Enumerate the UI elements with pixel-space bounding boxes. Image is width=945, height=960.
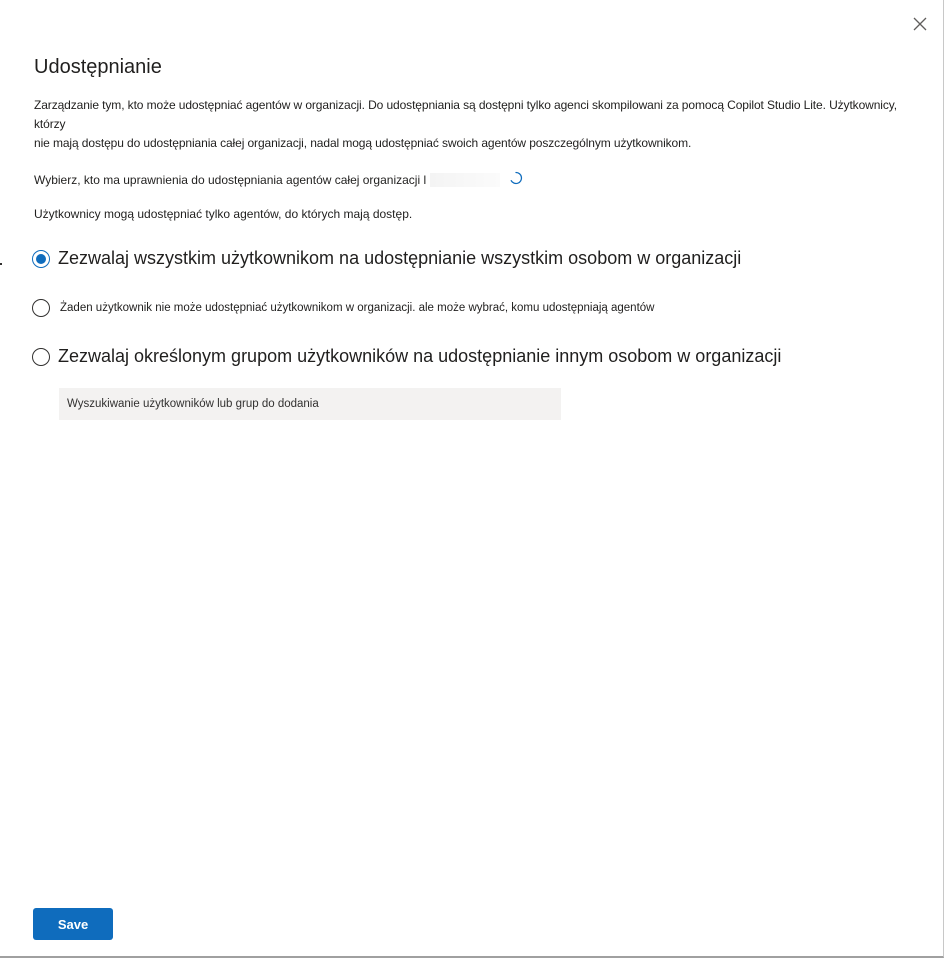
option-allow-all-users-label: Zezwalaj wszystkim użytkownikom na udostępnianie wszystkim osobom w organizacji [58,248,742,268]
option-no-user-sharing[interactable] [32,299,654,317]
description-line-1: Zarządzanie tym, kto może udostępniać agentów w organizacji. Do udostępniania są dostępni tylko agenci skompilowani za pomocą Copilot Studio Lite. Użytkownicy, którzy [34,98,898,131]
option-specific-groups[interactable] [32,346,781,367]
panel-title: Udostępnianie [34,56,162,78]
option-no-user-sharing-label: Żaden użytkownik nie może udostępniać użytkownikom w organizacji. ale może wybrać, komu udostępniają agentów [60,302,655,314]
close-icon [913,17,927,31]
save-button[interactable]: Save [33,908,113,940]
close-button[interactable] [908,12,932,36]
organization-name-placeholder [430,173,500,187]
radio-dot [36,254,46,264]
radio-selected-icon[interactable] [32,250,50,268]
spinner-icon [509,171,523,185]
option-specific-groups-label: Zezwalaj określonym grupom użytkowników na udostępnianie innym osobom w organizacji [58,346,782,366]
edge-marker [0,263,2,265]
description-line-2: nie mają dostępu do udostępniania całej organizacji, nadal mogą udostępniać swoich agentów poszczególnym użytkownikom. [34,136,692,150]
sharing-note: Użytkownicy mogą udostępniać tylko agentów, do których mają dostęp. [34,207,413,221]
option-allow-all-users[interactable] [32,248,741,269]
radio-unselected-icon[interactable] [32,299,50,317]
user-group-search-input[interactable] [59,388,561,420]
choose-permission-label [34,173,500,187]
choose-label-text: Wybierz, kto ma uprawnienia do udostępniania agentów całej organizacji l [34,173,427,187]
panel-description [34,96,916,153]
radio-unselected-icon[interactable] [32,348,50,366]
